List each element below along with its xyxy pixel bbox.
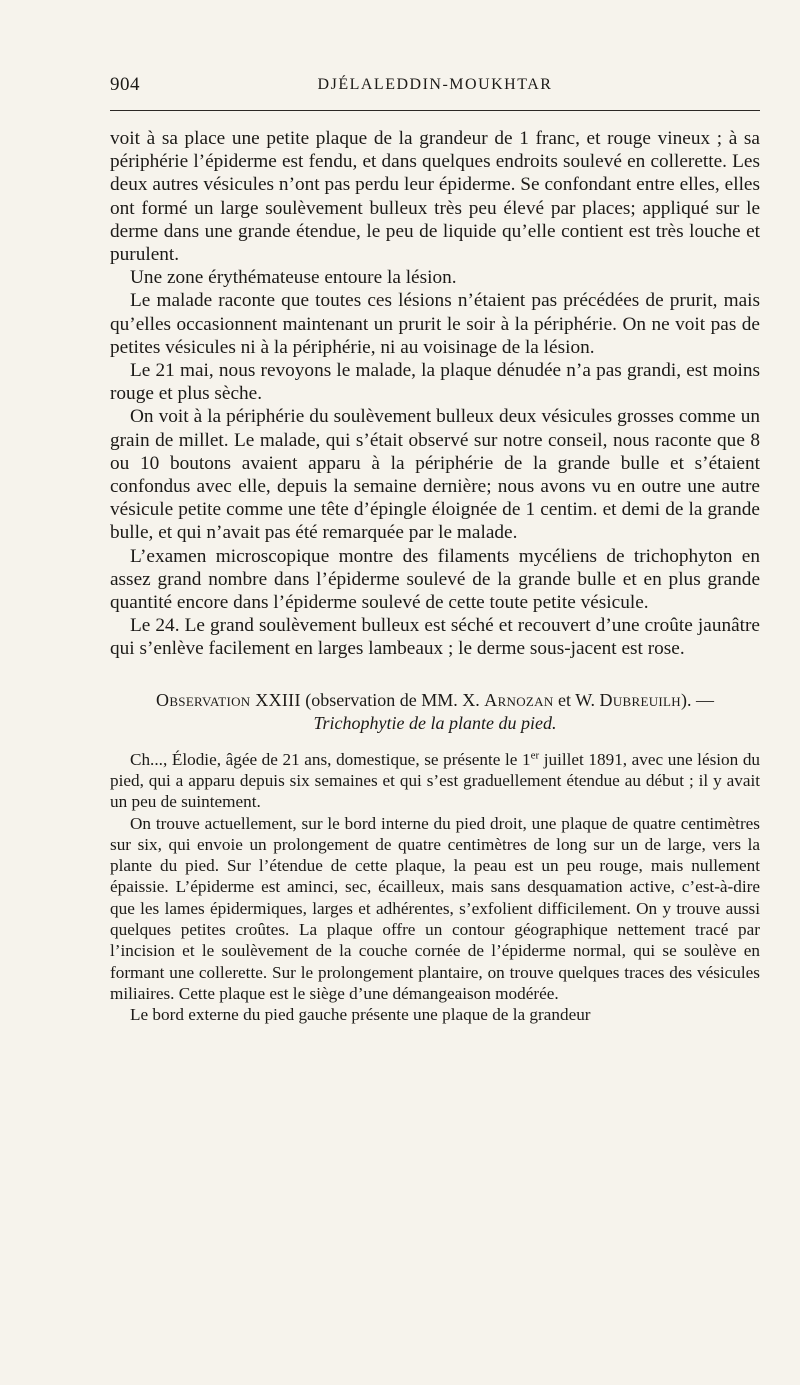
body-paragraph-3: Le malade raconte que toutes ces lésions n’étaient pas précédées de prurit, mais qu’elles occasionnent maintenant un prurit le soir à la périphérie. On ne voit pas de petites vésicules ni à la périphérie, ni au voisinage de la lésion.: [110, 290, 760, 358]
observation-p1-before: Ch..., Élodie, âgée de 21 ans, domestique, se présente le 1: [130, 749, 531, 769]
body-paragraph-4: Le 21 mai, nous revoyons le malade, la plaque dénudée n’a pas grandi, est moins rouge et plus sèche.: [110, 360, 760, 405]
body-paragraph-2: Une zone érythémateuse entoure la lésion.: [130, 267, 457, 289]
body-paragraph-7: Le 24. Le grand soulèvement bulleux est séché et recouvert d’une croûte jaunâtre qui s’enlève facilement en larges lambeaux ; le derme sous-jacent est rose.: [110, 615, 760, 660]
observation-text: [110, 749, 760, 1026]
observation-heading: [110, 689, 760, 735]
observation-author-2: Dubreuilh: [599, 689, 681, 710]
observation-label: Observation XXIII: [156, 689, 301, 710]
document-page: [110, 70, 760, 1026]
body-paragraph-1: voit à sa place une petite plaque de la grandeur de 1 franc, et rouge vineux ; à sa périphérie l’épiderme est fendu, et dans quelques endroits soulevé en collerette. Les deux autres vésicules n’ont pas perdu leur épiderme. Se confondant entre elles, elles ont formé un large soulèvement bulleux très peu élevé par places; appliqué sur le derme dans une grande étendue, le peu de liquide qu’elle contient est très louche et purulent.: [110, 128, 760, 266]
observation-p1-sup: er: [530, 748, 540, 761]
observation-authors-prefix: (observation de MM. X.: [305, 689, 480, 710]
body-paragraph-5: On voit à la périphérie du soulèvement bulleux deux vésicules grosses comme un grain de millet. Le malade, qui s’était observé sur notre conseil, nous raconte que 8 ou 10 boutons avaient apparu à la périphérie de la grande bulle et s’étaient confondus avec elle, depuis la semaine dernière; nous avons vu en outre une autre vésicule petite comme une tête d’épingle éloignée de 1 centim. et demi de la grande bulle, et qui n’avait pas été remarquée par le malade.: [110, 406, 760, 544]
running-header: [110, 70, 760, 102]
observation-suffix: ). —: [680, 689, 714, 710]
case-narrative: [110, 127, 760, 661]
body-paragraph-6: L’examen microscopique montre des filaments mycéliens de trichophyton en assez grand nombre dans l’épiderme soulevé de la grande bulle et en plus grande quantité encore dans l’épiderme soulevé de cette toute petite vésicule.: [110, 545, 760, 614]
observation-paragraph-3: Le bord externe du pied gauche présente une plaque de la grandeur: [130, 1005, 591, 1025]
header-rule: [110, 110, 760, 111]
observation-subtitle: Trichophytie de la plante du pied.: [313, 712, 557, 733]
observation-paragraph-2: On trouve actuellement, sur le bord interne du pied droit, une plaque de quatre centimètres sur six, qui envoie un prolongement de quatre centimètres de long sur un de large, vers la plante du pied. Sur l’étendue de cette plaque, la peau est un peu rouge, mais nullement épaissie. L’épiderme est aminci, sec, écailleux, mais sans desquamation active, c’est-à-dire que les lames épidermiques, larges et adhérentes, s’exfolient difficilement. On y trouve aussi quelques petites croûtes. La plaque offre un contour géographique nettement tracé par l’incision et le soulèvement de la couche cornée de l’épiderme normal, qui se soulève en formant une collerette. Sur le prolongement plantaire, on trouve quelques traces des vésicules miliaires. Cette plaque est le siège d’une démangeaison modérée.: [110, 813, 760, 1003]
observation-paragraph-1: [110, 749, 760, 813]
running-title: DJÉLALEDDIN-MOUKHTAR: [317, 76, 553, 93]
observation-author-1: Arnozan: [484, 689, 554, 710]
observation-p1-after: juillet 1891, avec une lésion du pied, qui a apparu depuis six semaines et qui s’est graduellement étendue au début ; il y avait un peu de suintement.: [110, 749, 761, 812]
page-number: 904: [110, 74, 140, 95]
observation-connector: et W.: [558, 689, 596, 710]
observation-title-line: [110, 689, 760, 712]
